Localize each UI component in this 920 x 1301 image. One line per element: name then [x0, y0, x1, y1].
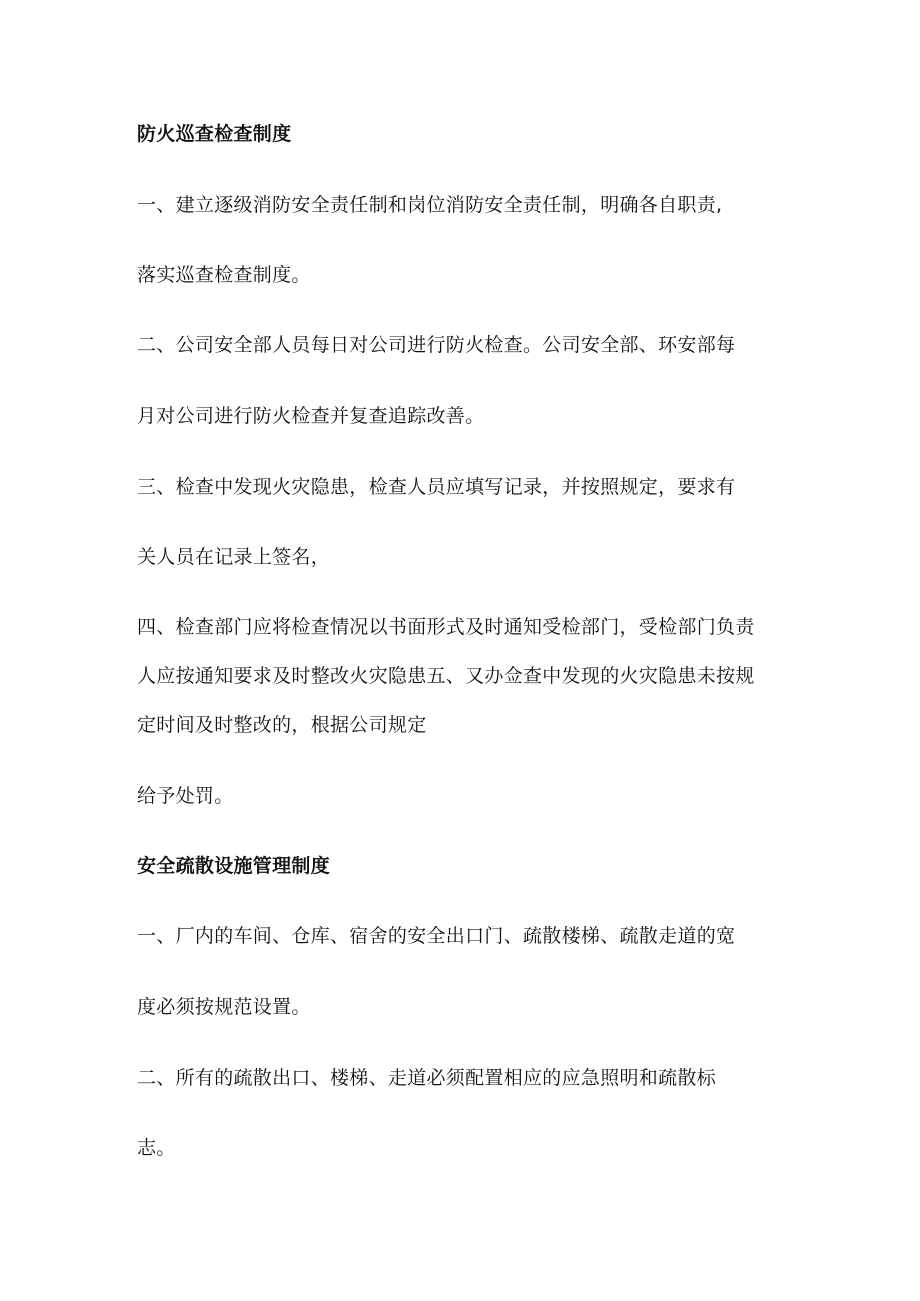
paragraph-line: 一、厂内的车间、仓库、宿舍的安全出口门、疏散楼梯、疏散走道的宽 [137, 925, 736, 947]
paragraph-line: 关人员在记录上签名， [137, 546, 331, 568]
paragraph-line: 给予处罚。 [137, 785, 234, 807]
section-title-fire-inspection: 防火巡查检查制度 [137, 123, 292, 145]
paragraph-line: 定时间及时整改的，根据公司规定 [137, 714, 427, 736]
section-title-evacuation: 安全疏散设施管理制度 [137, 855, 331, 877]
paragraph-line: 落实巡查检查制度。 [137, 264, 311, 286]
paragraph-line: 度必须按规范设置。 [137, 996, 311, 1018]
paragraph-line: 二、所有的疏散出口、楼梯、走道必须配置相应的应急照明和疏散标 [137, 1067, 717, 1089]
paragraph-line: 三、检查中发现火灾隐患，检查人员应填写记录，并按照规定，要求有 [137, 476, 736, 498]
paragraph-line: 志。 [137, 1137, 176, 1159]
paragraph-line: 一、建立逐级消防安全责任制和岗位消防安全责任制，明确各自职责, [137, 194, 723, 216]
paragraph-line: 月对公司进行防火检查并复查追踪改善。 [137, 405, 485, 427]
paragraph-line: 二、公司安全部人员每日对公司进行防火检查。公司安全部、环安部每 [137, 334, 736, 356]
paragraph-line: 四、检查部门应将检查情况以书面形式及时通知受检部门，受检部门负责 [137, 616, 755, 638]
paragraph-line: 人应按通知要求及时整改火灾隐患五、又办佥查中发现的火灾隐患未按规 [137, 665, 755, 687]
